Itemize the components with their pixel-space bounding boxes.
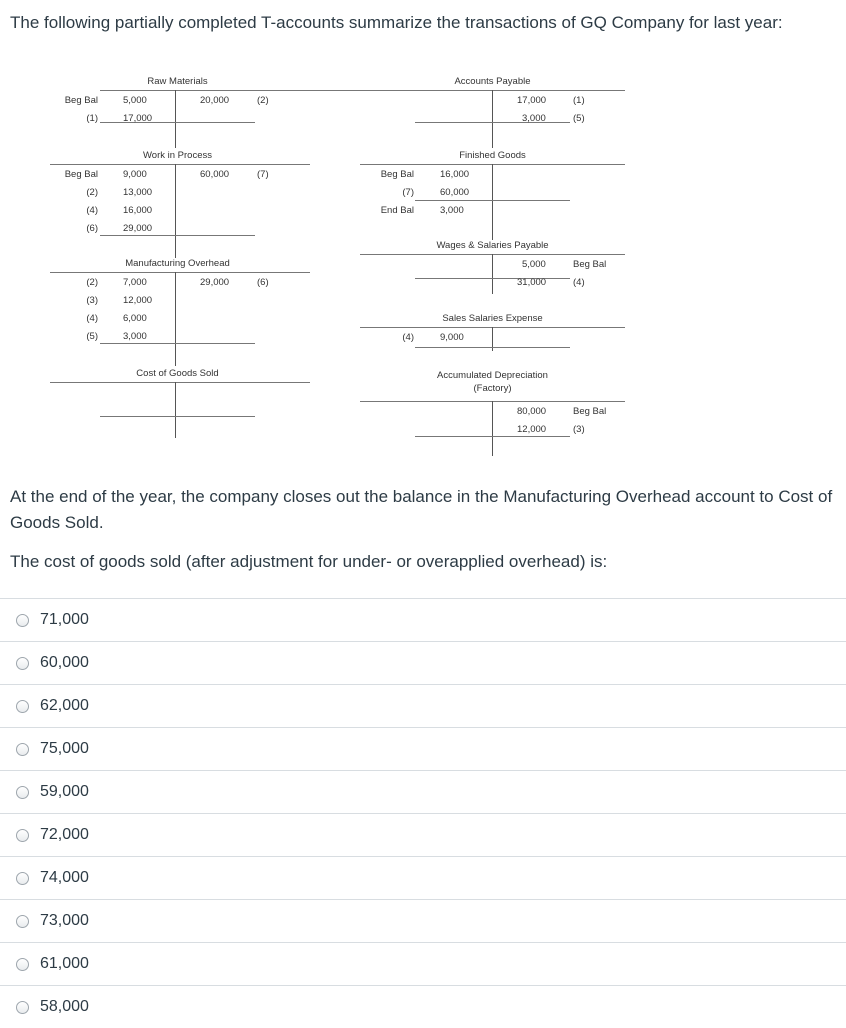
debit-amount: 16,000 bbox=[440, 169, 470, 180]
credit-amount: 20,000 bbox=[200, 95, 230, 106]
answer-option[interactable] bbox=[0, 684, 846, 727]
credit-label: (1) bbox=[573, 95, 585, 106]
debit-amount: 9,000 bbox=[440, 332, 464, 343]
credit-label: (2) bbox=[257, 95, 269, 106]
radio-button[interactable] bbox=[16, 700, 29, 713]
credit-label: (5) bbox=[573, 113, 585, 124]
debit-amount: 3,000 bbox=[123, 331, 147, 342]
credit-label: Beg Bal bbox=[573, 406, 607, 417]
debit-amount: 29,000 bbox=[123, 223, 153, 234]
credit-amount: 3,000 bbox=[522, 113, 546, 124]
credit-label: (4) bbox=[573, 277, 585, 288]
account-title: Work in Process bbox=[143, 150, 212, 161]
radio-button[interactable] bbox=[16, 1001, 29, 1014]
debit-label: Beg Bal bbox=[380, 169, 414, 180]
answer-option[interactable] bbox=[0, 899, 846, 942]
answer-text: 75,000 bbox=[40, 740, 89, 757]
radio-button[interactable] bbox=[16, 743, 29, 756]
radio-button[interactable] bbox=[16, 872, 29, 885]
debit-label: (3) bbox=[86, 295, 98, 306]
debit-label: (2) bbox=[86, 277, 98, 288]
answer-option[interactable] bbox=[0, 942, 846, 985]
debit-amount: 16,000 bbox=[123, 205, 153, 216]
answer-text: 71,000 bbox=[40, 611, 89, 628]
answer-text: 74,000 bbox=[40, 869, 89, 886]
t-account-manufacturing-overhead bbox=[50, 258, 310, 358]
question-intro: The following partially completed T-accounts summarize the transactions of GQ Company for last year: bbox=[10, 13, 783, 32]
credit-amount: 12,000 bbox=[517, 424, 547, 435]
debit-label: (5) bbox=[86, 331, 98, 342]
debit-label: (2) bbox=[86, 187, 98, 198]
answer-option[interactable] bbox=[0, 770, 846, 813]
answer-option[interactable] bbox=[0, 813, 846, 856]
answer-options bbox=[0, 598, 846, 1028]
debit-label: Beg Bal bbox=[64, 95, 98, 106]
answer-text: 59,000 bbox=[40, 783, 89, 800]
answer-option[interactable] bbox=[0, 641, 846, 684]
t-account-work-in-process bbox=[50, 150, 310, 250]
t-account-finished-goods bbox=[360, 150, 630, 250]
debit-amount: 5,000 bbox=[123, 95, 147, 106]
question-prompt: The cost of goods sold (after adjustment for under- or overapplied overhead) is: bbox=[10, 552, 608, 571]
credit-amount: 29,000 bbox=[200, 277, 230, 288]
account-title: Accumulated Depreciation bbox=[437, 370, 548, 381]
debit-amount: 17,000 bbox=[123, 113, 153, 124]
credit-label: (7) bbox=[257, 169, 269, 180]
debit-label: End Bal bbox=[380, 205, 414, 216]
answer-option[interactable] bbox=[0, 598, 846, 641]
credit-label: Beg Bal bbox=[573, 259, 607, 270]
credit-label: (6) bbox=[257, 277, 269, 288]
credit-amount: 60,000 bbox=[200, 169, 230, 180]
account-title: Raw Materials bbox=[147, 76, 208, 87]
answer-text: 60,000 bbox=[40, 654, 89, 671]
radio-button[interactable] bbox=[16, 614, 29, 627]
t-account-accumulated-depreciation bbox=[360, 370, 630, 470]
account-title: Cost of Goods Sold bbox=[136, 368, 219, 379]
credit-amount: 31,000 bbox=[517, 277, 547, 288]
account-title-subtitle: (Factory) bbox=[473, 383, 512, 394]
debit-label: (4) bbox=[402, 332, 414, 343]
radio-button[interactable] bbox=[16, 958, 29, 971]
radio-button[interactable] bbox=[16, 786, 29, 799]
answer-text: 61,000 bbox=[40, 955, 89, 972]
account-title: Manufacturing Overhead bbox=[125, 258, 230, 269]
debit-amount: 7,000 bbox=[123, 277, 147, 288]
debit-amount: 12,000 bbox=[123, 295, 153, 306]
radio-button[interactable] bbox=[16, 657, 29, 670]
t-account-cost-of-goods-sold bbox=[50, 368, 310, 468]
closing-statement: At the end of the year, the company closes out the balance in the Manufacturing Overhead account to Cost of Goods Sold. bbox=[10, 487, 833, 532]
t-accounts-figure bbox=[0, 70, 846, 460]
debit-label: (4) bbox=[86, 313, 98, 324]
debit-amount: 3,000 bbox=[440, 205, 464, 216]
account-title: Sales Salaries Expense bbox=[442, 313, 543, 324]
debit-amount: 6,000 bbox=[123, 313, 147, 324]
answer-text: 73,000 bbox=[40, 912, 89, 929]
debit-label: (1) bbox=[86, 113, 98, 124]
debit-label: (7) bbox=[402, 187, 414, 198]
answer-option[interactable] bbox=[0, 727, 846, 770]
radio-button[interactable] bbox=[16, 915, 29, 928]
debit-label: (4) bbox=[86, 205, 98, 216]
radio-button[interactable] bbox=[16, 829, 29, 842]
account-title: Accounts Payable bbox=[454, 76, 531, 87]
answer-text: 62,000 bbox=[40, 697, 89, 714]
answer-text: 72,000 bbox=[40, 826, 89, 843]
debit-amount: 60,000 bbox=[440, 187, 470, 198]
answer-option[interactable] bbox=[0, 985, 846, 1028]
credit-amount: 17,000 bbox=[517, 95, 547, 106]
account-title: Finished Goods bbox=[459, 150, 526, 161]
credit-amount: 5,000 bbox=[522, 259, 546, 270]
answer-option[interactable] bbox=[0, 856, 846, 899]
answer-text: 58,000 bbox=[40, 998, 89, 1015]
debit-amount: 9,000 bbox=[123, 169, 147, 180]
debit-label: (6) bbox=[86, 223, 98, 234]
debit-label: Beg Bal bbox=[64, 169, 98, 180]
account-title: Wages & Salaries Payable bbox=[436, 240, 549, 251]
credit-label: (3) bbox=[573, 424, 585, 435]
credit-amount: 80,000 bbox=[517, 406, 547, 417]
debit-amount: 13,000 bbox=[123, 187, 153, 198]
